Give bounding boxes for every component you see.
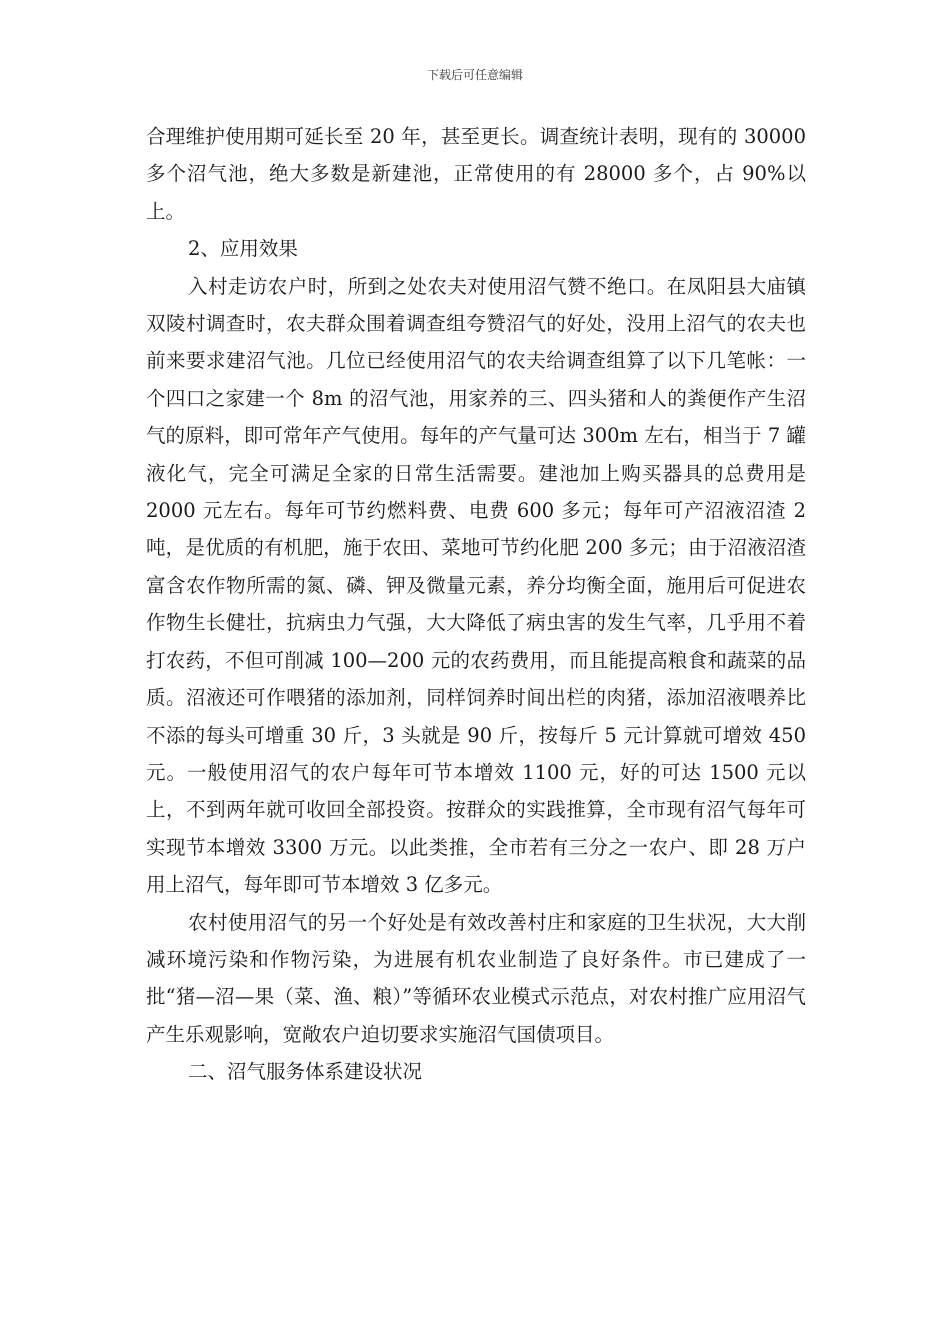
paragraph-sanitation-benefit: 农村使用沼气的另一个好处是有效改善村庄和家庭的卫生状况，大大削减环境污染和作物污染，为进展有机农业制造了良好条件。市已建成了一批“猪—沼—果（菜、渔、粮）”等循环农业模式示范点，对农村推广应用沼气产生乐观影响，宽敞农户迫切要求实施沼气国债项目。: [146, 910, 806, 1046]
section-heading-service-system: 二、沼气服务体系建设状况: [188, 1060, 423, 1084]
page-header-note: 下载后可任意编辑: [426, 68, 523, 82]
document-body: [146, 118, 806, 1091]
paragraph-village-survey: 入村走访农户时，所到之处农夫对使用沼气赞不绝口。在凤阳县大庙镇双陵村调查时，农夫群众围着调查组夸赞沼气的好处，没用上沼气的农夫也前来要求建沼气池。几位已经使用沼气的农夫给调查组算了以下几笔帐：一个四口之家建一个 8m 的沼气池，用家养的三、四头猪和人的粪便作产生沼气的原料，即可常年产气使用。每年的产气量可达 300m 左右，相当于 7 罐液化气，完全可满足全家的日常生活需要。建池加上购买器具的总费用是 2000 元左右。每年可节约燃料费、电费 600 多元；每年可产沼液沼渣 2 吨，是优质的有机肥，施于农田、菜地可节约化肥 200 多元；由于沼液沼渣富含农作物所需的氮、磷、钾及微量元素，养分均衡全面，施用后可促进农作物生长健壮，抗病虫力气强，大大降低了病虫害的发生气率，几乎用不着打农药，不但可削减 100—200 元的农药费用，而且能提高粮食和蔬菜的品质。沼液还可作喂猪的添加剂，同样饲养时间出栏的肉猪，添加沼液喂养比不添的每头可增重 30 斤，3 头就是 90 斤，按每斤 5 元计算就可增效 450 元。一般使用沼气的农户每年可节本增效 1100 元，好的可达 1500 元以上，不到两年就可收回全部投资。按群众的实践推算，全市现有沼气每年可实现节本增效 3300 万元。以此类推，全市若有三分之一农户、即 28 万户用上沼气，每年即可节本增效 3 亿多元。: [146, 274, 806, 897]
paragraph-service-life: 合理维护使用期可延长至 20 年，甚至更长。调查统计表明，现有的 30000 多个沼气池，绝大多数是新建池，正常使用的有 28000 多个，占 90%以上。: [146, 125, 806, 223]
section-heading-application-effect: 2、应用效果: [188, 237, 298, 261]
